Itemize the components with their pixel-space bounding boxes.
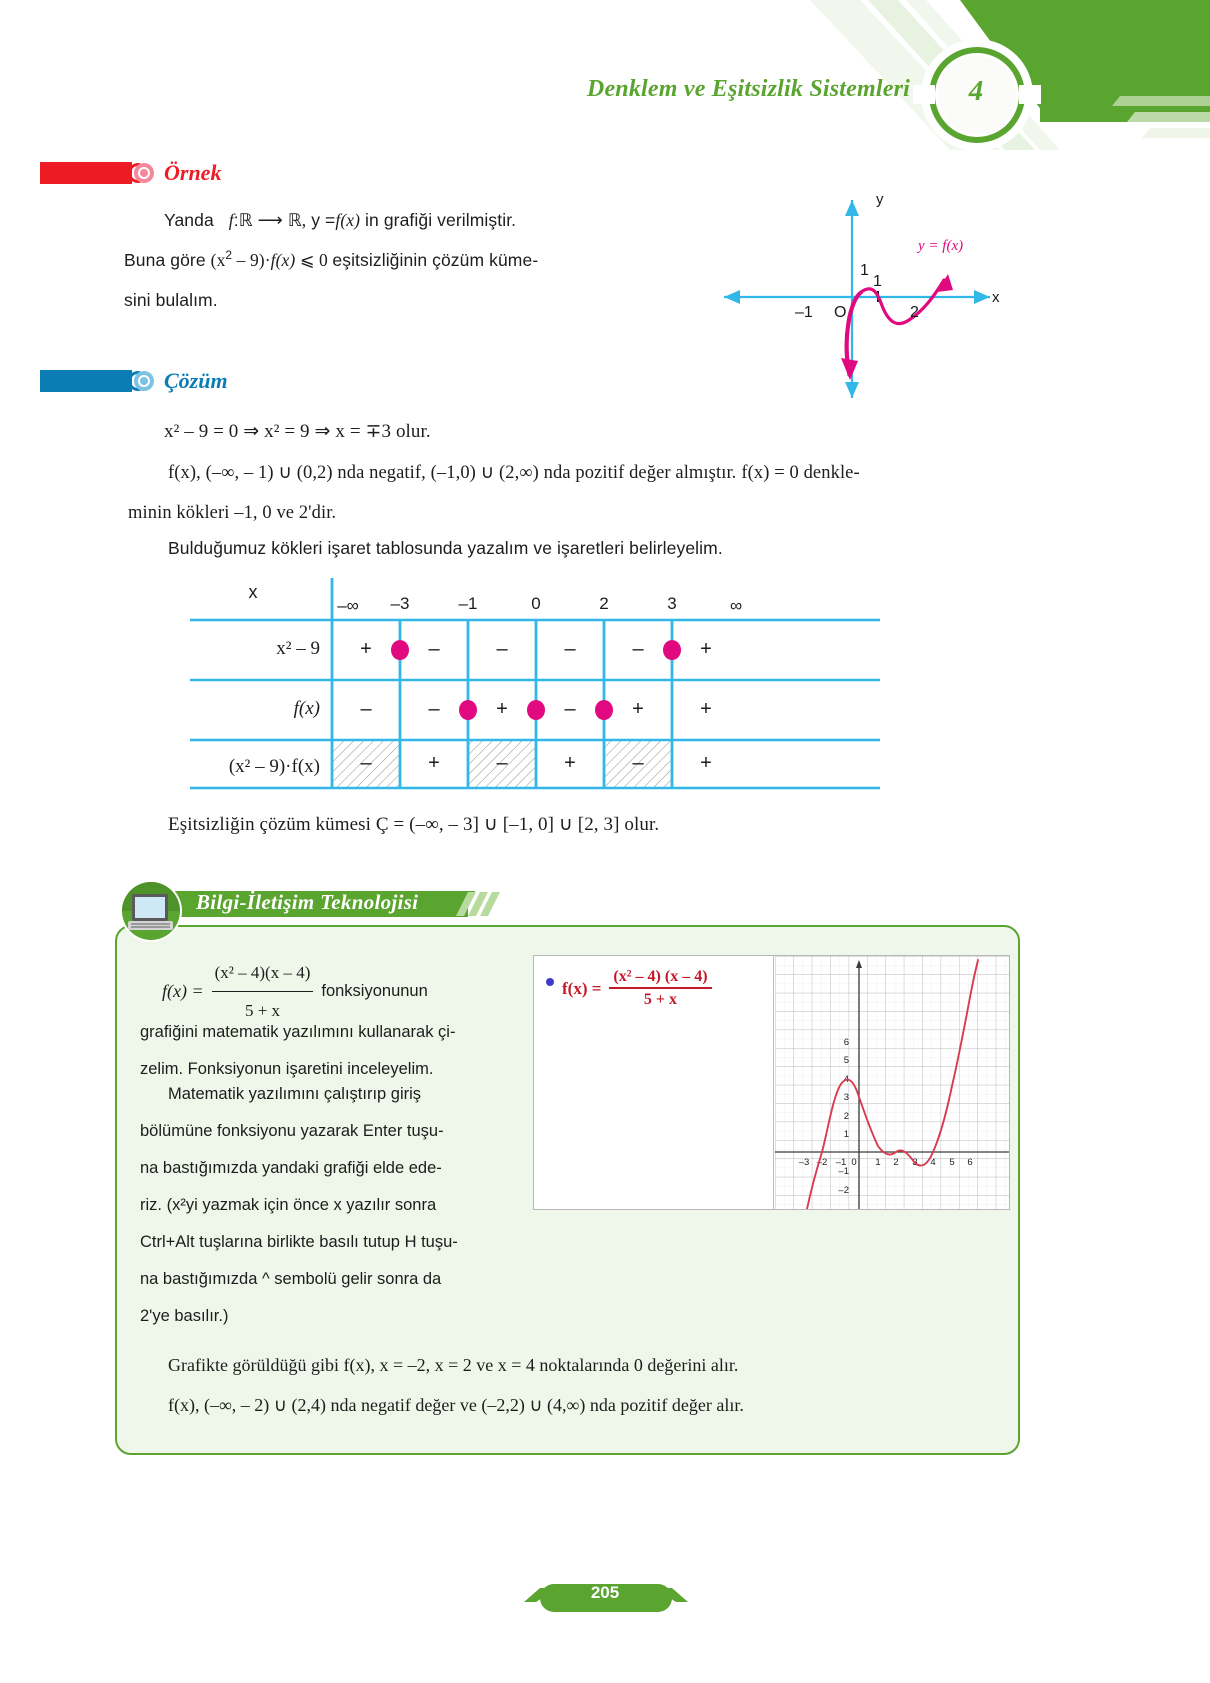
bilgi-paragraph-2 xyxy=(140,1076,520,1335)
cozum-p1-b: f(x) = 0 denkle- xyxy=(741,463,860,483)
sign-cell-r0-c5: + xyxy=(700,638,712,660)
ornek-fx-1: f(x) xyxy=(335,210,361,230)
bilgi-p1-denominator: 5 + x xyxy=(244,1000,281,1020)
ornek-line1-a: Yanda xyxy=(164,210,214,230)
sign-cell-r1-c5: + xyxy=(700,698,712,720)
sign-table-row-label-2: (x² – 9)·f(x) xyxy=(228,756,320,777)
cozum-label-text: Çözüm xyxy=(164,368,228,393)
svg-text:4: 4 xyxy=(930,1157,936,1168)
sign-cell-r2-c4: – xyxy=(632,752,644,774)
svg-text:–2: –2 xyxy=(838,1185,849,1196)
svg-text:5: 5 xyxy=(843,1055,849,1066)
sign-table-corner-label: x xyxy=(248,582,258,602)
cozum-bar xyxy=(40,370,132,392)
sign-table-header-4: 2 xyxy=(599,594,609,613)
sign-table-row-label-1: f(x) xyxy=(293,698,320,719)
cozum-p1-c: minin kökleri –1, 0 ve 2'dir. xyxy=(128,503,337,523)
chapter-number: 4 xyxy=(968,75,984,107)
ornek-line3: sini bulalım. xyxy=(124,290,218,310)
sign-cell-r1-c4: + xyxy=(632,698,644,720)
bilgi-banner-title: Bilgi-İletişim Teknolojisi xyxy=(196,890,419,914)
sign-cell-r2-c5: + xyxy=(700,752,712,774)
cozum-section-label xyxy=(40,368,228,394)
svg-text:1: 1 xyxy=(843,1129,849,1140)
bilgi-p2-l4: riz. (x²yi yazmak için önce x yazılır sonra xyxy=(140,1196,437,1214)
ornek-line2-a: Buna göre xyxy=(124,250,206,270)
sign-table-header-0: –∞ xyxy=(337,596,359,615)
computer-icon xyxy=(118,878,184,944)
svg-text:6: 6 xyxy=(843,1037,849,1048)
ornek-f: f xyxy=(228,210,234,230)
bilgi-concl-2: f(x), (–∞, – 2) ∪ (2,4) nda negatif değer ve (–2,2) ∪ (4,∞) nda pozitif değer alır. xyxy=(168,1395,744,1415)
ornek-sup: 2 xyxy=(225,248,233,263)
sign-table-header-2: –1 xyxy=(458,594,478,613)
software-formula-numerator: (x² – 4) (x – 4) xyxy=(609,968,711,989)
ornek-bar xyxy=(40,162,132,184)
cozum-result-line: Eşitsizliğin çözüm kümesi Ç = (–∞, – 3] ∪ [–1, 0] ∪ [2, 3] olur. xyxy=(168,814,660,835)
sign-table-header-5: 3 xyxy=(667,594,677,613)
cozum-paragraph-2: Bulduğumuz kökleri işaret tablosunda yazalım ve işaretleri belirleyelim. xyxy=(168,538,723,558)
software-formula-lhs: f(x) = xyxy=(562,978,602,998)
bilgi-p2-l5: Ctrl+Alt tuşlarına birlikte basılı tutup H tuşu- xyxy=(140,1233,458,1251)
page-number: 205 xyxy=(590,1583,620,1602)
page-header xyxy=(0,0,1210,150)
svg-text:5: 5 xyxy=(949,1157,955,1168)
software-graph-svg xyxy=(775,956,1009,1209)
bilgi-p1-b: fonksiyonunun xyxy=(321,981,428,1000)
sign-cell-r2-c2: – xyxy=(496,752,508,774)
cozum-equation-line: x² – 9 = 0 ⇒ x² = 9 ⇒ x = ∓3 olur. xyxy=(164,421,431,442)
sign-cell-r1-c0: – xyxy=(360,698,372,720)
svg-text:1: 1 xyxy=(875,1157,881,1168)
sign-table-header-3: 0 xyxy=(531,594,541,613)
graph-minus1-label: –1 xyxy=(795,304,813,321)
bilgi-p1-fx: f(x) = xyxy=(162,980,204,1001)
svg-text:3: 3 xyxy=(843,1092,849,1103)
cozum-paragraph-1 xyxy=(128,452,1028,533)
ornek-label-text: Örnek xyxy=(164,160,222,185)
svg-text:–1: –1 xyxy=(838,1166,849,1177)
sign-cell-r0-c0: + xyxy=(360,638,372,660)
graph-x1-label: 1 xyxy=(873,273,882,290)
svg-text:6: 6 xyxy=(967,1157,973,1168)
sign-cell-r0-c1: – xyxy=(428,638,440,660)
bilgi-p1-d: zelim. Fonksiyonun işaretini inceleyelim. xyxy=(140,1060,434,1078)
bilgi-paragraph-1 xyxy=(140,962,520,1088)
sign-table-header-6: ∞ xyxy=(729,596,743,615)
sign-cell-r0-c3: – xyxy=(564,638,576,660)
graph-y-label: y xyxy=(876,191,884,208)
ornek-y-eq: y = xyxy=(311,210,336,230)
bilgi-conclusion xyxy=(168,1345,998,1425)
sign-table xyxy=(140,578,880,793)
software-input-pane[interactable] xyxy=(534,956,774,1209)
bullet-icon xyxy=(546,978,554,986)
software-graph-pane[interactable] xyxy=(775,956,1009,1209)
sign-cell-r2-c1: + xyxy=(428,752,440,774)
ornek-le: ⩽ 0 xyxy=(295,250,333,270)
ornek-fx-2: f(x) xyxy=(270,250,296,270)
sign-table-row-label-0: x² – 9 xyxy=(276,638,320,659)
bilgi-p1-c: grafiğini matematik yazılımını kullanarak çi- xyxy=(140,1023,456,1041)
graph-x2-label: 2 xyxy=(910,304,919,321)
svg-text:2: 2 xyxy=(843,1111,849,1122)
ornek-section-label xyxy=(40,160,221,186)
svg-text:–3: –3 xyxy=(798,1157,810,1168)
ornek-body xyxy=(124,200,644,320)
sign-cell-r0-c2: – xyxy=(496,638,508,660)
sign-cell-r2-c0: – xyxy=(360,752,372,774)
cozum-rings-icon xyxy=(128,368,162,394)
svg-text:0: 0 xyxy=(851,1157,857,1168)
bilgi-concl-1: Grafikte görüldüğü gibi f(x), x = –2, x = 2 ve x = 4 noktalarında 0 değerini alır. xyxy=(168,1355,739,1375)
ornek-expr1: (x xyxy=(210,250,226,270)
chapter-title: Denklem ve Eşitsizlik Sistemleri xyxy=(586,76,910,102)
bilgi-p2-l1: Matematik yazılımını çalıştırıp giriş xyxy=(168,1085,422,1103)
svg-text:–2: –2 xyxy=(816,1157,828,1168)
sign-cell-r1-c2: + xyxy=(496,698,508,720)
header-decoration xyxy=(0,0,1210,150)
graph-curve-label: y = f(x) xyxy=(918,238,964,254)
sign-table-header-1: –3 xyxy=(390,594,410,613)
software-formula-denominator: 5 + x xyxy=(643,991,678,1008)
ornek-colon: : xyxy=(233,210,239,230)
ornek-arrow: ⟶ xyxy=(257,210,283,230)
cozum-p1-a: f(x), (–∞, – 1) ∪ (0,2) nda negatif, (–1,0) ∪ (2,∞) nda pozitif değer almıştır. xyxy=(168,463,737,483)
function-graph-figure xyxy=(700,180,1020,410)
svg-text:2: 2 xyxy=(893,1157,899,1168)
ornek-expr2: – 9)· xyxy=(232,250,271,270)
bilgi-p1-numerator: (x² – 4)(x – 4) xyxy=(212,954,314,992)
bilgi-p2-l6: na bastığımızda ^ sembolü gelir sonra da xyxy=(140,1270,442,1288)
ornek-R2: ℝ, xyxy=(287,210,307,230)
ornek-R1: ℝ xyxy=(238,210,253,230)
bilgi-p2-l2: bölümüne fonksiyonu yazarak Enter tuşu- xyxy=(140,1122,444,1140)
bilgi-p2-l3: na bastığımızda yandaki grafiği elde ede- xyxy=(140,1159,442,1177)
sign-cell-r1-c1: – xyxy=(428,698,440,720)
function-graph-svg xyxy=(700,180,1020,410)
graph-origin-label: O xyxy=(834,304,847,321)
svg-text:3: 3 xyxy=(912,1157,918,1168)
svg-text:–1: –1 xyxy=(835,1157,847,1168)
ornek-rings-icon xyxy=(128,160,162,186)
graph-y1-label: 1 xyxy=(860,262,869,279)
sign-cell-r1-c3: – xyxy=(564,698,576,720)
math-software-screenshot xyxy=(533,955,1010,1210)
bilgi-p2-l7: 2'ye basılır.) xyxy=(140,1307,229,1325)
ornek-line2-b: eşitsizliğinin çözüm küme- xyxy=(332,250,539,270)
sign-cell-r2-c3: + xyxy=(564,752,576,774)
svg-text:4: 4 xyxy=(843,1074,849,1085)
ornek-line1-b: in grafiği verilmiştir. xyxy=(365,210,517,230)
graph-x-label: x xyxy=(992,289,1000,306)
sign-cell-r0-c4: – xyxy=(632,638,644,660)
